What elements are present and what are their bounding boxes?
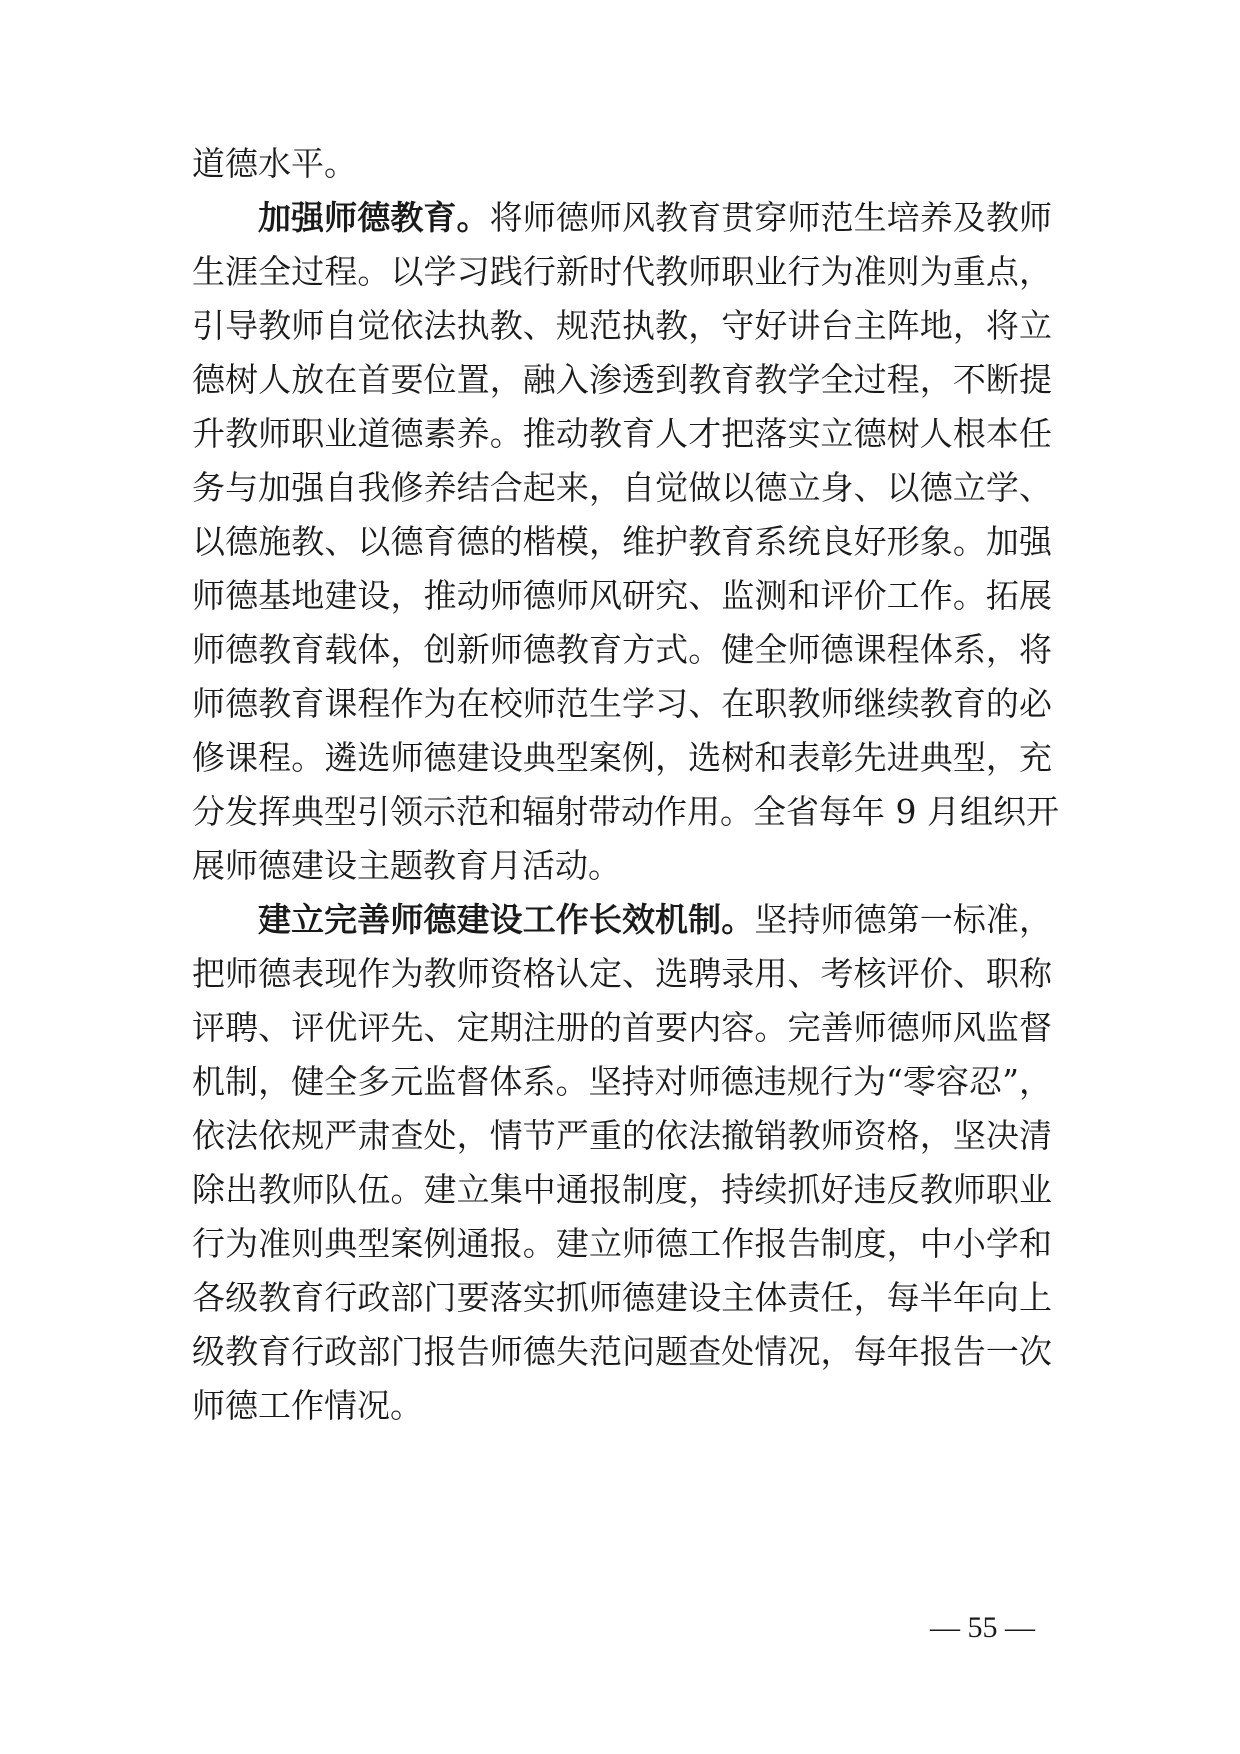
paragraph-1-line: 引导教师自觉依法执教、规范执教，守好讲台主阵地，将立 <box>192 306 1052 345</box>
paragraph-1-line: 师德教育载体，创新师德教育方式。健全师德课程体系，将 <box>192 630 1052 669</box>
paragraph-1-line: 师德基地建设，推动师德师风研究、监测和评价工作。拓展 <box>192 576 1052 615</box>
paragraph-2-line: 依法依规严肃查处，情节严重的依法撤销教师资格，坚决清 <box>192 1116 1052 1155</box>
paragraph-1-line: 生涯全过程。以学习践行新时代教师职业行为准则为重点， <box>192 252 1052 291</box>
paragraph-2-first-line <box>258 892 1052 948</box>
paragraph-1-line: 升教师职业道德素养。推动教育人才把落实立德树人根本任 <box>192 414 1052 453</box>
paragraph-1-line: 展师德建设主题教育月活动。 <box>192 846 621 885</box>
paragraph-1-line: 德树人放在首要位置，融入渗透到教育教学全过程，不断提 <box>192 360 1052 399</box>
paragraph-1-first-line <box>258 190 1052 246</box>
paragraph-2-line: 评聘、评优评先、定期注册的首要内容。完善师德师风监督 <box>192 1008 1052 1047</box>
paragraph-1-line: 修课程。遴选师德建设典型案例，选树和表彰先进典型，充 <box>192 738 1052 777</box>
paragraph-2-line: 除出教师队伍。建立集中通报制度，持续抓好违反教师职业 <box>192 1170 1052 1209</box>
paragraph-1-line: 以德施教、以德育德的楷模，维护教育系统良好形象。加强 <box>192 522 1052 561</box>
paragraph-2-line: 行为准则典型案例通报。建立师德工作报告制度，中小学和 <box>192 1224 1052 1263</box>
paragraph-2-line: 师德工作情况。 <box>192 1386 423 1425</box>
paragraph-2-line: 把师德表现作为教师资格认定、选聘录用、考核评价、职称 <box>192 954 1052 993</box>
paragraph-1-first-line-text: 将师德师风教育贯穿师范生培养及教师 <box>489 198 1053 237</box>
paragraph-2-heading: 建立完善师德建设工作长效机制。 <box>258 900 755 939</box>
paragraph-2-line: 机制，健全多元监督体系。坚持对师德违规行为“零容忍”， <box>192 1062 1052 1101</box>
paragraph-1-line: 务与加强自我修养结合起来，自觉做以德立身、以德立学、 <box>192 468 1052 507</box>
carryover-line: 道德水平。 <box>192 144 357 183</box>
paragraph-1-line: 师德教育课程作为在校师范生学习、在职教师继续教育的必 <box>192 684 1052 723</box>
page-number: — 55 — <box>930 1611 1035 1644</box>
paragraph-1-line: 分发挥典型引领示范和辐射带动作用。全省每年 9 月组织开 <box>192 792 1059 831</box>
paragraph-2-line: 级教育行政部门报告师德失范问题查处情况，每年报告一次 <box>192 1332 1052 1371</box>
paragraph-2-first-line-text: 坚持师德第一标准， <box>754 900 1053 939</box>
paragraph-1-heading: 加强师德教育。 <box>258 198 490 237</box>
paragraph-2-line: 各级教育行政部门要落实抓师德建设主体责任，每半年向上 <box>192 1278 1052 1317</box>
